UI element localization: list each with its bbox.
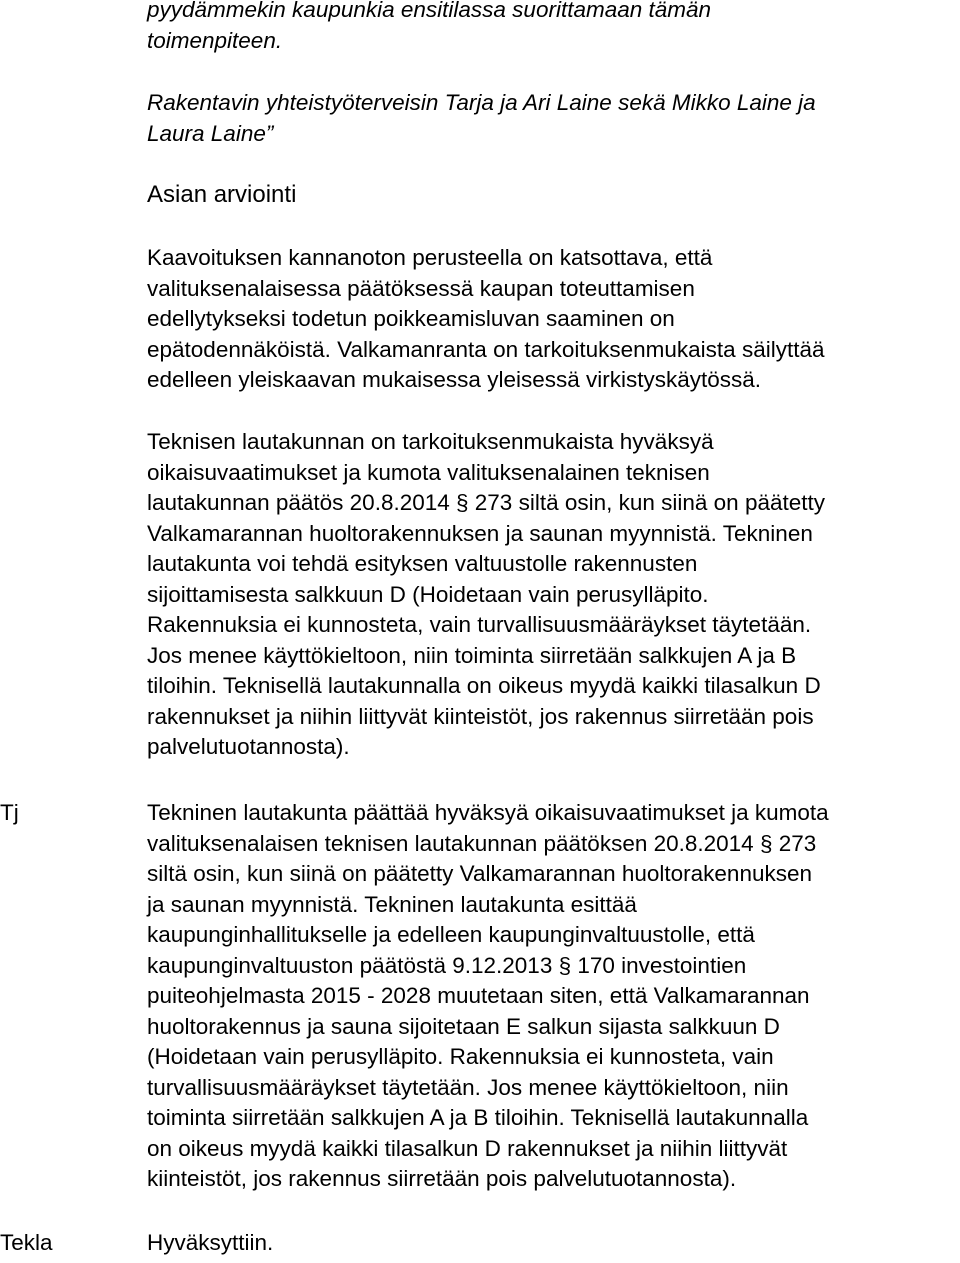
proposal-line: ja saunan myynnistä. Tekninen lautakunta esittää [147,891,637,917]
paragraph-line: valituksenalaisessa päätöksessä kaupan toteuttamisen [147,275,695,301]
intro-quote [147,0,947,56]
proposal-line: turvallisuusmääräykset täytetään. Jos menee käyttökieltoon, niin [147,1074,789,1100]
paragraph-line: edelleen yleiskaavan mukaisessa yleisessä virkistyskäytössä. [147,367,762,392]
paragraph-line: lautakunnan päätös 20.8.2014 § 273 siltä osin, kun siinä on päätetty [147,490,825,515]
decision-paragraph [147,1228,947,1259]
paragraph-line: Rakennuksia ei kunnosteta, vain turvallisuusmääräykset täytetään. [147,612,812,637]
assessment-paragraph-1 [147,243,947,396]
paragraph-line: Jos menee käyttökieltoon, niin toiminta siirretään salkkujen A ja B [147,642,797,668]
paragraph-line: Kaavoituksen kannanoton perusteella on katsottava, että [147,245,713,270]
paragraph-line: oikaisuvaatimukset ja kumota valituksenalainen teknisen [147,459,710,485]
proposal-line: kaupunginvaltuuston päätöstä 9.12.2013 § 170 investointien [147,952,747,978]
paragraph-line: sijoittamisesta salkkuun D (Hoidetaan vain perusylläpito. [147,581,709,607]
proposal-label: Tj [0,800,19,825]
proposal-line: Tekninen lautakunta päättää hyväksyä oikaisuvaatimukset ja kumota [147,800,829,825]
signature-quote [147,88,947,149]
proposal-paragraph [147,798,947,1195]
paragraph-line: epätodennäköistä. Valkamanranta on tarkoituksenmukaista säilyttää [147,336,825,362]
proposal-line: puiteohjelmasta 2015 - 2028 muutetaan siten, että Valkamarannan [147,983,810,1008]
paragraph-line: edellytykseksi todetun poikkeamisluvan saaminen on [147,306,675,331]
proposal-line: on oikeus myydä kaikki tilasalkun D rakennukset ja niihin liittyvät [147,1135,788,1161]
assessment-paragraph-2 [147,427,947,763]
intro-line: pyydämmekin kaupunkia ensitilassa suorittamaan tämän [147,0,712,22]
proposal-line: toiminta siirretään salkkujen A ja B tiloihin. Teknisellä lautakunnalla [147,1105,809,1130]
paragraph-line: Teknisen lautakunnan on tarkoituksenmukaista hyväksyä [147,429,714,454]
proposal-line: (Hoidetaan vain perusylläpito. Rakennuksia ei kunnosteta, vain [147,1044,774,1069]
proposal-line: siltä osin, kun siinä on päätetty Valkamarannan huoltorakennuksen [147,861,813,886]
paragraph-line: Valkamarannan huoltorakennuksen ja saunan myynnistä. Tekninen [147,520,813,546]
proposal-line: kaupunginhallitukselle ja edelleen kaupunginvaltuustolle, että [147,922,755,947]
paragraph-line: lautakunta voi tehdä esityksen valtuustolle rakennusten [147,551,698,576]
decision-text: Hyväksyttiin. [147,1230,274,1255]
paragraph-line: palvelutuotannosta). [147,734,350,759]
proposal-line: valituksenalaisen teknisen lautakunnan päätöksen 20.8.2014 § 273 [147,830,817,856]
paragraph-line: tiloihin. Teknisellä lautakunnalla on oikeus myydä kaikki tilasalkun D [147,673,821,698]
proposal-line: kiinteistöt, jos rakennus siirretään pois palvelutuotannosta). [147,1166,737,1191]
signature-line: Rakentavin yhteistyöterveisin Tarja ja Ari Laine sekä Mikko Laine ja [147,90,816,115]
signature-line: Laura Laine” [147,120,274,146]
proposal-line: huoltorakennus ja sauna sijoitetaan E salkun sijasta salkkuun D [147,1013,780,1039]
intro-line: toimenpiteen. [147,27,283,53]
paragraph-line: rakennukset ja niihin liittyvät kiinteistöt, jos rakennus siirretään pois [147,703,814,729]
decision-label: Tekla [0,1230,53,1255]
section-heading: Asian arviointi [147,181,297,208]
